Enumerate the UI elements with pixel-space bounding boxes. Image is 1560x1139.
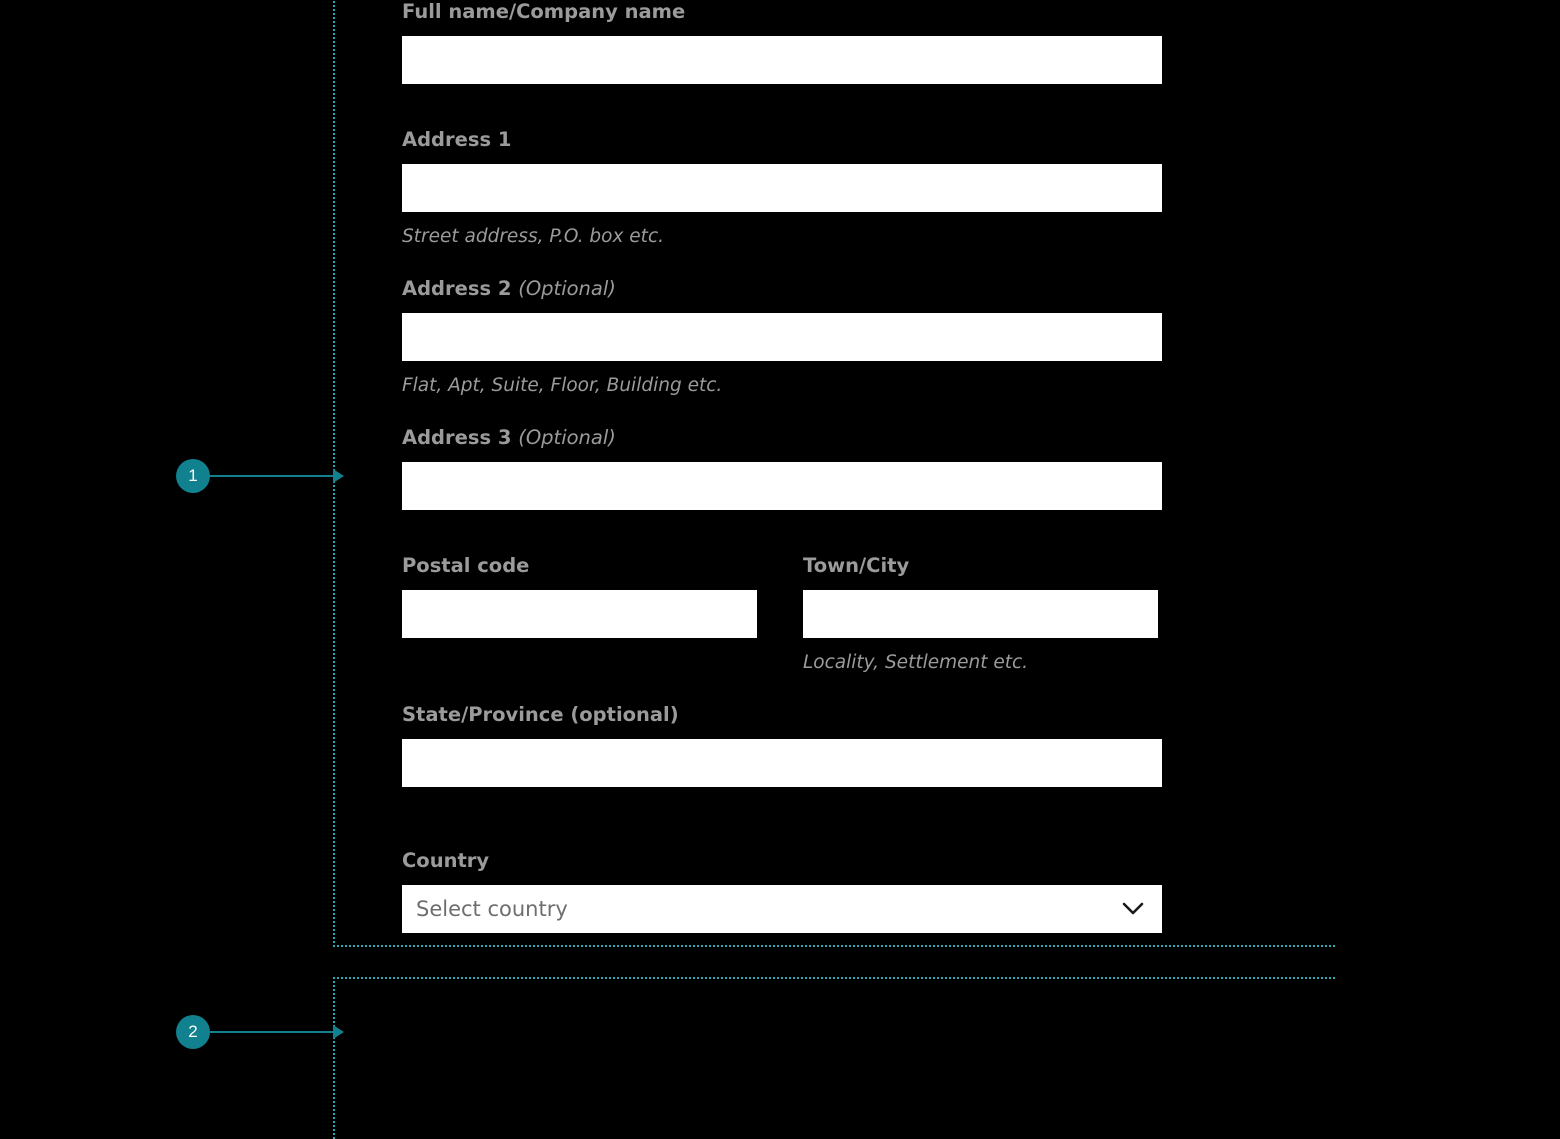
callout-1-line bbox=[210, 475, 334, 477]
address-2-label-text: Address 2 bbox=[402, 277, 512, 300]
address-3-label bbox=[402, 426, 1162, 450]
postal-code-label: Postal code bbox=[402, 554, 530, 577]
town-city-input[interactable] bbox=[803, 590, 1158, 638]
field-state-province bbox=[402, 703, 1162, 787]
address-form bbox=[402, 0, 1162, 933]
callout-2-arrowhead bbox=[333, 1025, 344, 1039]
country-select-wrapper[interactable] bbox=[402, 885, 1162, 933]
address-2-optional-text: (Optional) bbox=[518, 277, 616, 300]
postal-town-row bbox=[402, 554, 1162, 673]
callout-1 bbox=[176, 459, 344, 493]
callout-1-arrowhead bbox=[333, 469, 344, 483]
address-2-input[interactable] bbox=[402, 313, 1162, 361]
full-name-input[interactable] bbox=[402, 36, 1162, 84]
state-province-input[interactable] bbox=[402, 739, 1162, 787]
address-3-input[interactable] bbox=[402, 462, 1162, 510]
address-1-hint: Street address, P.O. box etc. bbox=[402, 226, 664, 247]
town-city-label: Town/City bbox=[803, 554, 910, 577]
spacer bbox=[402, 396, 1162, 426]
address-3-optional-text: (Optional) bbox=[518, 426, 616, 449]
address-2-hint: Flat, Apt, Suite, Floor, Building etc. bbox=[402, 375, 723, 396]
spacer bbox=[402, 510, 1162, 554]
field-town-city bbox=[803, 554, 1158, 673]
callout-1-number: 1 bbox=[176, 459, 210, 493]
town-city-hint: Locality, Settlement etc. bbox=[803, 652, 1029, 673]
field-address-2 bbox=[402, 277, 1162, 396]
chevron-down-icon[interactable] bbox=[1122, 898, 1144, 920]
callout-2 bbox=[176, 1015, 344, 1049]
address-1-input[interactable] bbox=[402, 164, 1162, 212]
country-select[interactable] bbox=[402, 885, 1162, 933]
callout-2-line bbox=[210, 1031, 334, 1033]
field-address-1 bbox=[402, 128, 1162, 247]
address-3-label-text: Address 3 bbox=[402, 426, 512, 449]
callout-2-number: 2 bbox=[176, 1015, 210, 1049]
country-select-value: Select country bbox=[416, 897, 568, 921]
spacer bbox=[402, 673, 1162, 703]
field-full-name bbox=[402, 0, 1162, 84]
address-2-label bbox=[402, 277, 1162, 301]
state-province-label: State/Province (optional) bbox=[402, 703, 679, 726]
country-label: Country bbox=[402, 849, 490, 872]
country-group-outline bbox=[333, 977, 1335, 1139]
spacer bbox=[402, 247, 1162, 277]
address-1-label: Address 1 bbox=[402, 128, 512, 151]
field-address-3 bbox=[402, 426, 1162, 510]
spacer bbox=[402, 787, 1162, 849]
full-name-label: Full name/Company name bbox=[402, 0, 686, 23]
spacer bbox=[402, 84, 1162, 128]
field-country bbox=[402, 849, 1162, 933]
field-postal-code bbox=[402, 554, 757, 673]
postal-code-input[interactable] bbox=[402, 590, 757, 638]
